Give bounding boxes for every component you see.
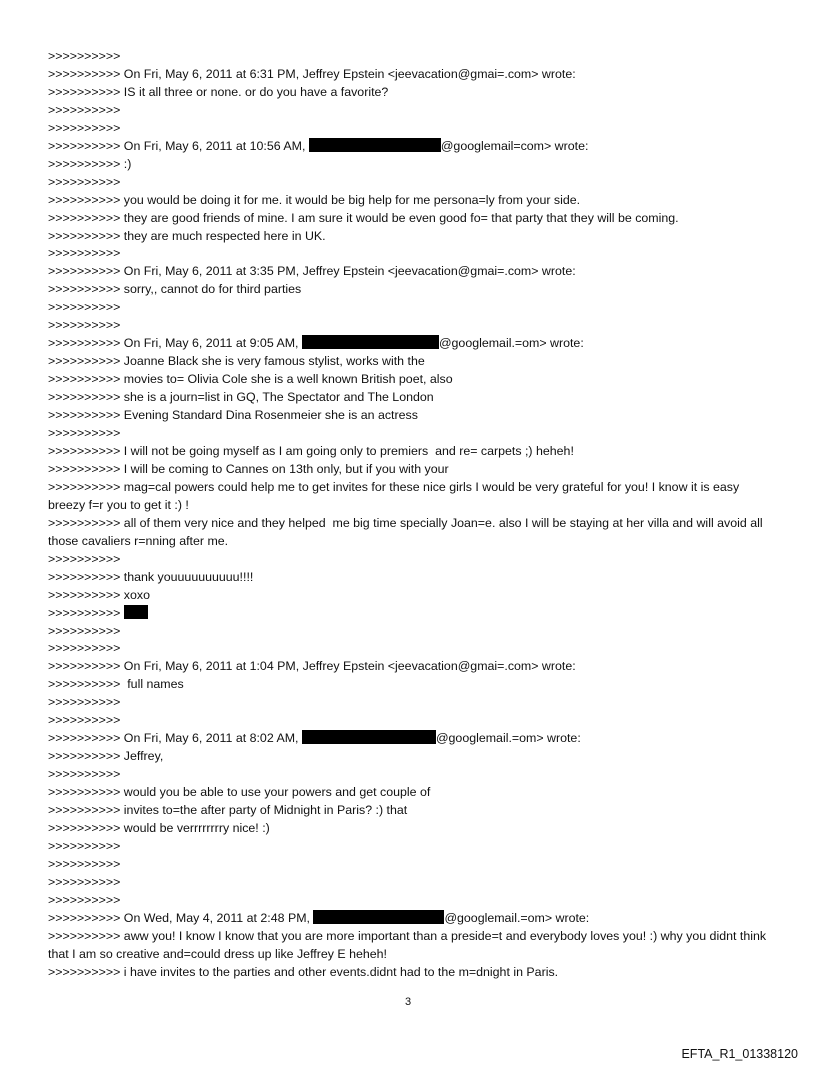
thread-line: >>>>>>>>>> movies to= Olivia Cole she is a well known British poet, also: [48, 372, 453, 387]
thread-line: >>>>>>>>>> aww you! I know I know that you are more important than a preside=t and everybody loves you! :) why you didnt think that I am so creative and=could dress up like Jeffrey E heheh!: [48, 928, 770, 961]
thread-line: >>>>>>>>>> you would be doing it for me. it would be big help for me persona=ly from your side.: [48, 192, 581, 207]
thread-line: >>>>>>>>>> they are good friends of mine. I am sure it would be even good fo= that party that they will be coming.: [48, 210, 679, 225]
thread-line: >>>>>>>>>> I will not be going myself as I am going only to premiers and re= carpets ;) heheh!: [48, 443, 574, 458]
thread-line: >>>>>>>>>>: [48, 49, 121, 63]
thread-line: >>>>>>>>>>: [48, 120, 121, 135]
thread-line: >>>>>>>>>> would be verrrrrrrry nice! :): [48, 820, 270, 835]
thread-line: >>>>>>>>>> IS it all three or none. or do you have a favorite?: [48, 84, 389, 99]
thread-line: >>>>>>>>>> :): [48, 156, 132, 171]
thread-line: >>>>>>>>>>: [48, 838, 121, 853]
thread-line: >>>>>>>>>>: [48, 874, 121, 889]
redaction-bar: [124, 605, 148, 619]
thread-line: >>>>>>>>>> would you be able to use your powers and get couple of: [48, 785, 431, 800]
thread-line: >>>>>>>>>>: [48, 892, 121, 907]
thread-line: >>>>>>>>>>: [48, 102, 121, 117]
redaction-bar: [302, 335, 439, 349]
thread-line: >>>>>>>>>> invites to=the after party of Midnight in Paris? :) that: [48, 803, 408, 818]
thread-line: >>>>>>>>>> Joanne Black she is very famous stylist, works with the: [48, 354, 425, 369]
thread-line: >>>>>>>>>> On Fri, May 6, 2011 at 6:31 PM, Jeffrey Epstein <jeevacation@gmai=.com> wrote:: [48, 66, 576, 81]
thread-line: >>>>>>>>>>: [48, 695, 121, 710]
thread-line: >>>>>>>>>>: [48, 641, 121, 656]
thread-line: >>>>>>>>>> all of them very nice and they helped me big time specially Joan=e. also I will be staying at her villa and will avoid all those cavaliers r=nning after me.: [48, 515, 767, 548]
thread-line: >>>>>>>>>> they are much respected here in UK.: [48, 228, 326, 243]
thread-line: >>>>>>>>>>: [48, 856, 121, 871]
page-number: 3: [404, 996, 412, 1008]
thread-line: >>>>>>>>>> On Fri, May 6, 2011 at 3:35 PM, Jeffrey Epstein <jeevacation@gmai=.com> wrote:: [48, 264, 576, 279]
header-prefix: >>>>>>>>>> On Fri, May 6, 2011 at 10:56 AM,: [48, 138, 309, 153]
thread-header-line: [48, 138, 770, 156]
header-suffix: @googlemail.=om> wrote:: [438, 336, 584, 351]
header-prefix: >>>>>>>>>> On Wed, May 4, 2011 at 2:48 PM,: [48, 910, 314, 925]
header-suffix: @googlemail.=om> wrote:: [435, 731, 581, 746]
email-thread-body: [48, 48, 770, 982]
header-prefix: >>>>>>>>>> On Fri, May 6, 2011 at 9:05 AM,: [48, 336, 302, 351]
thread-line: >>>>>>>>>>: [48, 767, 121, 782]
thread-signature-line: [48, 605, 770, 623]
header-prefix: >>>>>>>>>> On Fri, May 6, 2011 at 8:02 AM,: [48, 731, 302, 746]
thread-line: >>>>>>>>>>: [48, 318, 121, 333]
redaction-bar: [313, 910, 444, 924]
thread-line: >>>>>>>>>>: [48, 300, 121, 315]
thread-line: >>>>>>>>>> mag=cal powers could help me to get invites for these nice girls I would be very grateful for you! I know it is easy breezy f=r you to get it :) !: [48, 479, 743, 512]
thread-line: >>>>>>>>>>: [48, 551, 121, 566]
thread-line: >>>>>>>>>> she is a journ=list in GQ, The Spectator and The London: [48, 390, 434, 405]
thread-line: >>>>>>>>>> Evening Standard Dina Rosenmeier she is an actress: [48, 408, 418, 423]
thread-line: >>>>>>>>>>: [48, 246, 121, 261]
thread-line: >>>>>>>>>>: [48, 426, 121, 441]
thread-header-line: [48, 335, 770, 353]
thread-line: >>>>>>>>>>: [48, 174, 121, 189]
thread-line: >>>>>>>>>>: [48, 623, 121, 638]
header-suffix: @googlemail.=om> wrote:: [444, 910, 590, 925]
thread-line: >>>>>>>>>> thank youuuuuuuuuu!!!!: [48, 569, 254, 584]
redaction-bar: [302, 730, 436, 744]
quote-prefix: >>>>>>>>>>: [48, 605, 124, 620]
header-suffix: @googlemail=com> wrote:: [440, 138, 589, 153]
thread-header-line: [48, 730, 770, 748]
redaction-bar: [309, 138, 441, 152]
thread-header-line: [48, 910, 770, 928]
thread-line: >>>>>>>>>> Jeffrey,: [48, 749, 164, 764]
thread-line: >>>>>>>>>> i have invites to the parties and other events.didnt had to the m=dnight in Paris.: [48, 964, 559, 979]
thread-line: >>>>>>>>>> xoxo: [48, 587, 150, 602]
thread-line: >>>>>>>>>> I will be coming to Cannes on 13th only, but if you with your: [48, 461, 449, 476]
thread-line: >>>>>>>>>> full names: [48, 677, 184, 692]
thread-line: >>>>>>>>>> sorry,, cannot do for third parties: [48, 282, 302, 297]
thread-line: >>>>>>>>>>: [48, 713, 121, 728]
thread-line: >>>>>>>>>> On Fri, May 6, 2011 at 1:04 PM, Jeffrey Epstein <jeevacation@gmai=.com> wrote:: [48, 659, 576, 674]
document-id: EFTA_R1_01338120: [681, 1047, 798, 1061]
